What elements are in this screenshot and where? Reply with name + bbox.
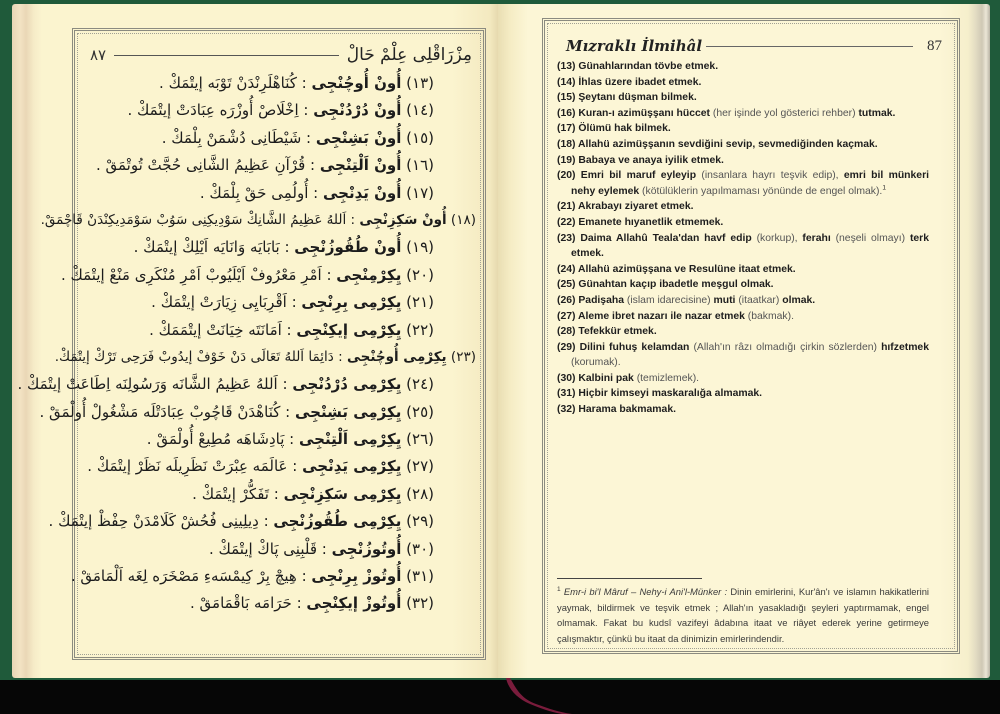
item-text: : شَيْطَانِى دُشْمَنْ بِلْمَكْ .	[161, 128, 312, 147]
item-ordinal: يِكِرْمِى بِرِنْجِى	[301, 293, 402, 312]
item-number: (٢٠)	[406, 265, 434, 284]
item-text: : حَرَامَه بَاقْمَامَقْ .	[190, 594, 302, 613]
item-ordinal: أُونْ يَدِنْجِى	[322, 183, 402, 202]
item-text: : هِيچْ بِرْ كِيمْسَهءِ مَصْخَرَه لِغَه اَلْمَامَقْ .	[70, 567, 307, 586]
item-text: : دَائِمَا اَللهُ تَعَالَى دَنْ خَوْفْ إيدُوبْ فَرَحِى تَرْكْ إيتْمَكْ.	[54, 348, 343, 365]
right-page-turkish	[498, 4, 990, 678]
item-text: : قَلْبِنِى پَاكْ إيتْمَكْ .	[208, 539, 327, 558]
list-item	[557, 153, 929, 169]
item-text: : اِخْلَاصْ أُوزْرَه عِبَادَتْ إيتْمَكْ .	[127, 101, 309, 120]
footnote	[557, 584, 929, 646]
ottoman-duty-list	[17, 70, 476, 618]
list-item	[557, 90, 929, 106]
item-ordinal: أُونْ أُوچُنْجِى	[311, 74, 402, 92]
list-item	[557, 309, 929, 325]
list-item	[17, 371, 476, 398]
list-item	[70, 563, 476, 590]
list-item	[557, 324, 929, 340]
item-text-note: (neşeli olmayı)	[835, 232, 910, 244]
item-text-note: (korkup),	[756, 232, 803, 244]
item-text-bold: (24) Allahü azimüşşana ve Resulüne itaat etmek.	[557, 263, 796, 275]
list-item	[60, 262, 476, 289]
item-text-note: (islam idarecisine)	[626, 294, 714, 306]
page-header	[566, 34, 942, 58]
list-item	[557, 340, 929, 371]
item-text: : اَقْرِبَايِى زِيَارَتْ إيتْمَكْ .	[151, 293, 297, 312]
list-item	[82, 426, 476, 453]
item-number: (١٣)	[406, 74, 434, 92]
item-ordinal: أُونْ طُقُوزُنْجِى	[294, 238, 402, 257]
list-item	[82, 536, 476, 563]
item-text-bold: (32) Harama bakmamak.	[557, 404, 676, 416]
list-item	[82, 481, 476, 508]
item-text: : كُنَاهْدَنْ قَاچُوبْ عِبَادَتْلَه مَشْغُولْ أُولْمَقْ .	[39, 402, 291, 421]
list-item	[82, 317, 476, 344]
list-item	[48, 508, 476, 535]
item-text: : تَفَكُّرْ إيتْمَكْ .	[192, 484, 279, 503]
item-text-bold: (14) İhlas üzere ibadet etmek.	[557, 76, 702, 88]
footnote-marker: 1	[557, 585, 561, 593]
item-ordinal: أُونْ دُرْدُنْجِى	[313, 101, 402, 120]
item-text-bold: (17) Ölümü hak bilmek.	[557, 123, 671, 135]
list-item	[82, 180, 476, 207]
item-text-note: (korumak).	[571, 357, 621, 369]
header-rule	[706, 46, 913, 47]
item-ordinal: يِكِرْمِى بَشِنْجِى	[294, 402, 402, 421]
item-text-note: (bakmak).	[747, 310, 794, 322]
item-text: : دِيلِينِى فُحُشْ كَلَامْدَنْ حِفْظْ إيتْمَكْ .	[48, 512, 269, 531]
list-item	[557, 75, 929, 91]
item-text-note: (Allah'ın râzı olmadığı çirkin sözlerden)	[693, 341, 882, 353]
item-number: (١٤)	[406, 101, 434, 120]
item-number: (١٩)	[406, 238, 434, 257]
footnote-divider	[557, 578, 702, 579]
item-number: (٣٠)	[406, 539, 434, 558]
item-text-bold: (13) Günahlarından tövbe etmek.	[557, 61, 719, 72]
item-number: (٢٢)	[406, 320, 434, 339]
item-number: (٢٧)	[406, 457, 434, 476]
item-number: (٢٩)	[406, 512, 434, 531]
item-text-bold: olmak.	[782, 294, 816, 306]
list-item	[82, 152, 476, 179]
list-item	[557, 199, 929, 215]
item-text-note: (itaatkar)	[738, 294, 783, 306]
item-text-bold: (16) Kuran-ı azimüşşanı hüccet	[557, 107, 713, 119]
item-text: : اَللهُ عَظِيمُ الشَّانِكْ سَوْدِيكِنِى سَوُبْ سَوْمَدِيكِنْدَنْ قَاچْمَقْ.	[40, 211, 356, 228]
list-item	[557, 262, 929, 278]
item-text: : بَابَايَه وَانَايَه اَيْلِكْ إيتْمَكْ .	[133, 238, 290, 257]
bookmark-ribbon[interactable]	[506, 678, 576, 714]
page-number: ٨٧	[90, 46, 107, 64]
item-text-bold: ferahı	[802, 232, 836, 244]
item-number: (١٦)	[406, 156, 434, 175]
item-number: (٢٣)	[450, 348, 476, 365]
footnote-text: Dinin emirlerini, Kur'ân'ı ve islamın hakikatlerini yaymak, bildirmek ve teşvik etmek ; Allah'ın yasakladığı şeyleri yaptırmamak, engel olmamak. Fakat bu kudsî vazifeyi âdabına itaat ve riâyet ederek yerine getirmeye çalışmaktır, çünkü bu itaat da dinimizin emirlerindendir.	[557, 586, 929, 644]
item-ordinal: أُونْ بَشِنْجِى	[315, 128, 402, 147]
item-ordinal: أُوتُوزْ بِرِنْجِى	[311, 567, 402, 586]
item-text-bold: (21) Akrabayı ziyaret etmek.	[557, 201, 694, 213]
list-item	[82, 289, 476, 316]
item-ordinal: يِكِرْمِى إيكِنْجِى	[296, 320, 402, 339]
item-ordinal: أُونْ اَلْتِنْجِى	[319, 156, 402, 175]
list-item	[557, 106, 929, 122]
list-item	[557, 371, 929, 387]
item-text-bold: (23) Daima Allahû Teala'dan havf edip	[557, 232, 757, 244]
list-item	[82, 70, 476, 97]
item-text: : اَمْرِ مَعْرُوفْ اَيْلَيُوبْ اَمْرِ مُنْكَرِى مَنْعْ إيتْمَكْ .	[60, 265, 332, 284]
item-text: : كُنَاهْلَرِنْدَنْ تَوْبَه إيتْمَكْ .	[159, 74, 307, 92]
item-text-bold: (30) Kalbini pak	[557, 372, 637, 384]
list-item	[557, 215, 929, 231]
item-text-bold: (22) Emanete hıyanetlik etmemek.	[557, 216, 724, 228]
item-number: (٢٤)	[406, 375, 434, 394]
list-item	[557, 231, 929, 262]
item-text-note: (temizlemek).	[636, 372, 700, 384]
item-text-bold: (29) Dilini fuhuş kelamdan	[557, 341, 694, 353]
item-text-bold: hıfzetmek	[881, 341, 929, 353]
item-ordinal: أُونْ سَكِزِنْجِى	[359, 211, 447, 228]
list-item	[557, 402, 929, 418]
item-ordinal: يِكِرْمِى يَدِنْجِى	[302, 457, 402, 476]
item-text-note: (kötülüklerin yapılmaması yönünde de engel olmak).	[642, 185, 883, 197]
item-text-bold: muti	[713, 294, 739, 306]
list-item	[82, 590, 476, 617]
item-text-bold: (20) Emri bil maruf eyleyip	[557, 170, 702, 182]
item-text-bold: (19) Babaya ve anaya iyilik etmek.	[557, 154, 724, 166]
item-number: (٣٢)	[406, 594, 434, 613]
item-number: (٢٥)	[406, 402, 434, 421]
item-text-bold: (27) Aleme ibret nazarı ile nazar etmek	[557, 310, 748, 322]
item-text: : اَمَانَتَه خِيَانَتْ إيتْمَمَكْ .	[149, 320, 292, 339]
item-text-bold: emri bil münkeri nehy eylemek	[571, 170, 930, 197]
item-text: : پَادِشَاهَه مُطِيعْ أُولْمَقْ .	[146, 430, 295, 449]
item-number: (٣١)	[406, 567, 434, 586]
item-ordinal: يِكِرْمِى اَلْتِنْجِى	[298, 430, 402, 449]
item-ordinal: يِكِرْمِى سَكِزِنْجِى	[283, 484, 402, 503]
page-number: 87	[927, 37, 942, 54]
item-text-bold: terk etmek.	[571, 232, 929, 260]
item-number: (١٧)	[406, 183, 434, 202]
item-number: (٢٦)	[406, 430, 434, 449]
item-text: : عَالَمَه عِبْرَتْ نَظَرِيلَه نَظَرْ إيتْمَكْ .	[87, 457, 298, 476]
item-text-bold: (25) Günahtan kaçıp ibadetle meşgul olmak.	[557, 279, 774, 291]
item-text-bold: (26) Padişaha	[557, 294, 627, 306]
page-header	[90, 42, 472, 68]
item-text-bold: (28) Tefekkür etmek.	[557, 326, 657, 338]
item-number: (١٥)	[406, 128, 434, 147]
list-item	[557, 59, 929, 75]
item-ordinal: أُوتُوزْ إيكِنْجِى	[306, 594, 402, 613]
list-item	[557, 137, 929, 153]
turkish-duty-list	[557, 59, 929, 418]
background-surface	[0, 680, 1000, 714]
list-item	[82, 125, 476, 152]
list-item	[557, 277, 929, 293]
list-item	[40, 207, 476, 234]
item-text-note: (insanlara hayrı teşvik edip),	[701, 170, 844, 182]
item-text: : اَللهُ عَظِيمُ الشَّانَه وَرَسُولِنَه اِطَاعَتْ إيتْمَكْ .	[17, 375, 288, 394]
list-item	[39, 399, 476, 426]
list-item	[557, 293, 929, 309]
item-text-bold: (31) Hiçbir kimseyi maskaralığa almamak.	[557, 388, 763, 400]
item-number: (٢٨)	[406, 484, 434, 503]
item-text-bold: (15) Şeytanı düşman bilmek.	[557, 92, 697, 104]
item-text-note: (her işinde yol gösterici rehber)	[712, 107, 859, 119]
footnote-term: Emr-i bi'l Mâruf – Nehy-i Ani'l-Münker :	[563, 586, 728, 597]
footnote-reference[interactable]: 1	[882, 184, 886, 192]
item-ordinal: أُوتُوزُنْجِى	[331, 539, 402, 558]
list-item	[557, 168, 929, 199]
header-rule	[114, 55, 339, 56]
list-item	[82, 453, 476, 480]
item-text: : أُولُمِى حَقْ بِلْمَكْ .	[199, 183, 319, 202]
item-number: (٢١)	[406, 293, 434, 312]
item-ordinal: يِكِرْمِى دُرْدُنْجِى	[292, 375, 402, 394]
list-item	[82, 97, 476, 124]
list-item	[557, 121, 929, 137]
list-item	[82, 234, 476, 261]
item-number: (١٨)	[450, 211, 476, 228]
item-text: : قُرْآنِ عَظِيمُ الشَّانِى حُجَّتْ تُوتْمَقْ .	[95, 156, 316, 175]
left-page-ottoman	[12, 4, 498, 678]
item-ordinal: يِكِرْمِى أُوچُنْجِى	[346, 348, 447, 365]
list-item	[54, 344, 476, 371]
page-title: Mızraklı İlmihâl	[566, 37, 703, 55]
item-ordinal: يِكِرْمِى طُقُوزُنْجِى	[273, 512, 402, 531]
item-text-bold: tutmak.	[858, 107, 896, 119]
item-ordinal: يِكِرْمِنْجِى	[336, 265, 402, 284]
list-item	[557, 386, 929, 402]
page-title: مِزْرَاقْلِى عِلْمْ حَالْ	[346, 45, 472, 65]
item-text-bold: (18) Allahü azimüşşanın sevdiğini sevip, sevmediğinden kaçmak.	[557, 138, 878, 150]
